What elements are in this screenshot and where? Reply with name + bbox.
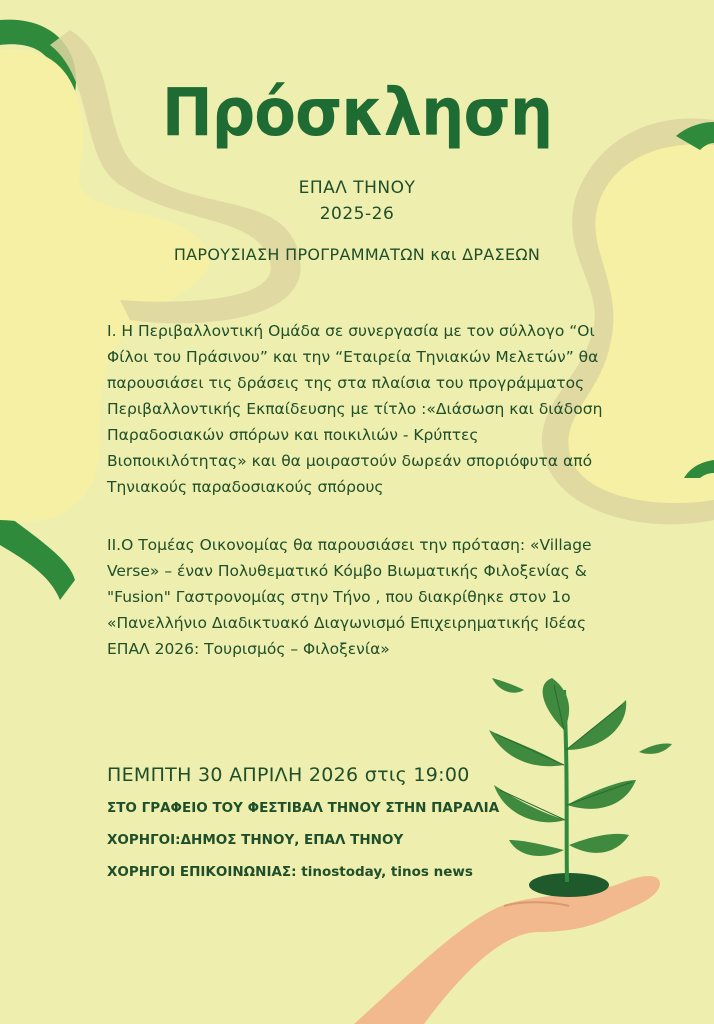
event-date-time: ΠΕΜΠΤΗ 30 ΑΠΡΙΛΗ 2026 στις 19:00 xyxy=(107,764,470,786)
hand-icon xyxy=(354,876,660,1024)
leaf-icons xyxy=(489,678,672,856)
school-name: ΕΠΑΛ ΤΗΝΟΥ xyxy=(298,178,416,198)
sponsors: ΧΟΡΗΓΟΙ:ΔΗΜΟΣ ΤΗΝΟΥ, ΕΠΑΛ ΤΗΝΟΥ xyxy=(107,832,404,848)
soil xyxy=(529,873,609,897)
paragraph-environmental: Ι. Η Περιβαλλοντική Ομάδα σε συνεργασία με τον σύλλογο “Οι Φίλοι του Πράσινου” και την “Εταιρεία Τηνιακών Μελετών” θα παρουσιάσει τις δράσεις της στα πλαίσια του προγράμματος Περιβαλλοντικής Εκπαίδευσης με τίτλο :«Διάσωση και διάδοση Παραδοσιακών σπόρων και ποικιλιών - Κρύπτες Βιοποικιλότητας» και θα μοιραστούν δωρεάν σποριόφυτα από Τηνιακούς παραδοσιακούς σπόρους xyxy=(107,322,603,496)
plant-in-hand-illustration xyxy=(354,670,674,1024)
media-sponsors: ΧΟΡΗΓΟΙ ΕΠΙΚΟΙΝΩΝΙΑΣ: tinostoday, tinos news xyxy=(107,864,473,880)
page-title: Πρόσκληση xyxy=(161,74,553,151)
paragraph-economics: ΙΙ.Ο Τομέας Οικονομίας θα παρουσιάσει την πρόταση: «Village Verse» – έναν Πολυθεματικό Κόμβο Βιωματικής Φιλοξενίας & "Fusion" Γαστρονομίας στην Τήνο , που διακρίθηκε στον 1ο «Πανελλήνιο Διαδικτυακό Διαγωνισμό Επιχειρηματικής Ιδέας ΕΠΑΛ 2026: Τουρισμός – Φιλοξενία» xyxy=(107,536,592,658)
school-year: 2025-26 xyxy=(319,204,395,224)
subtitle: ΠΑΡΟΥΣΙΑΣΗ ΠΡΟΓΡΑΜΜΑΤΩΝ και ΔΡΑΣΕΩΝ xyxy=(173,245,541,264)
left-green-arc-bottom xyxy=(0,510,75,600)
event-location: ΣΤΟ ΓΡΑΦΕΙΟ ΤΟΥ ΦΕΣΤΙΒΑΛ ΤΗΝΟΥ ΣΤΗΝ ΠΑΡΑΛΙΑ xyxy=(107,800,500,816)
